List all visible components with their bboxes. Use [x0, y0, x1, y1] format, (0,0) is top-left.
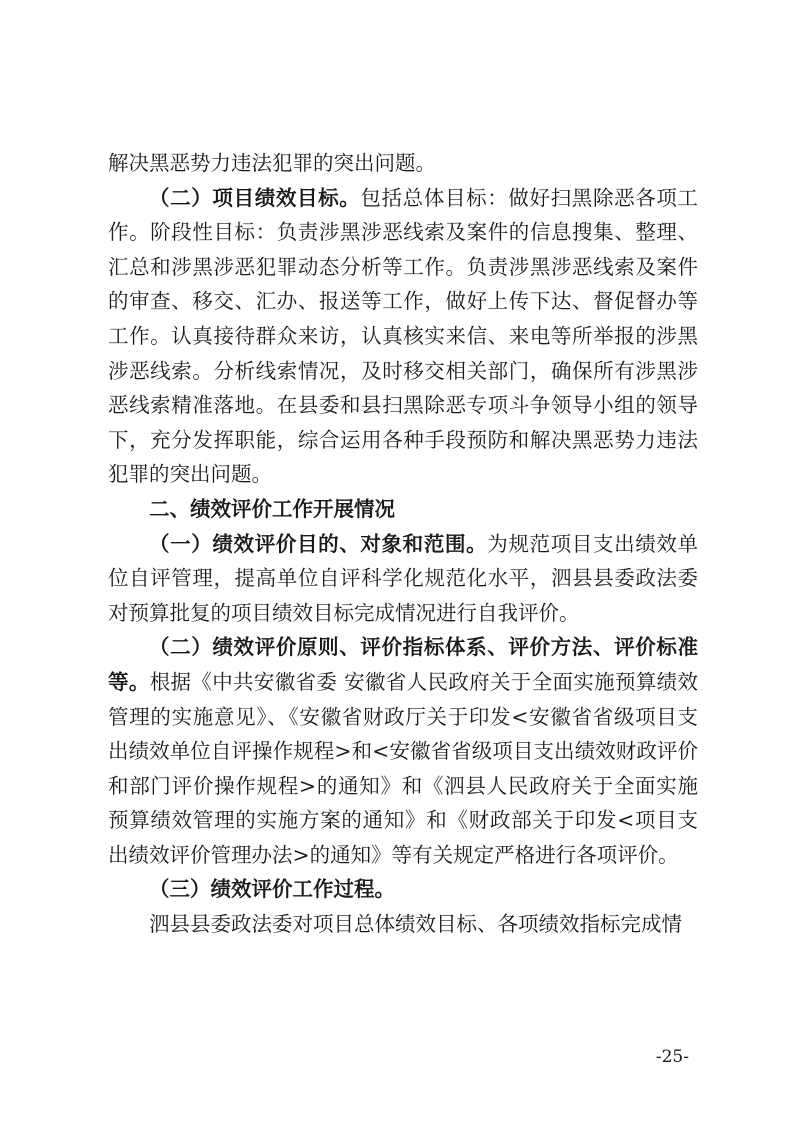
paragraph-evaluation-purpose [108, 527, 698, 631]
paragraph-body: 为规范项目支出绩效单位自评管理，提高单位自评科学化规范化水平，泗县县委政法委对预算批复的项目绩效目标完成情况进行自我评价。 [108, 531, 699, 625]
paragraph-performance-goals [108, 181, 698, 492]
subheading-evaluation-principles: （二）绩效评价原则、评价指标体系、评价方法、评价标准等。 [108, 635, 698, 694]
paragraph-evaluation-process: 泗县县委政法委对项目总体绩效目标、各项绩效指标完成情 [149, 912, 682, 937]
section-heading-evaluation: 二、绩效评价工作开展情况 [149, 496, 395, 521]
subheading-evaluation-purpose: （一）绩效评价目的、对象和范围。 [149, 531, 488, 556]
subheading-performance-goals: （二）项目绩效目标。 [149, 185, 361, 210]
paragraph-evaluation-principles [108, 630, 698, 872]
paragraph-body: 包括总体目标：做好扫黑除恶各项工作。阶段性目标：负责涉黑涉恶线索及案件的信息搜集、整理、汇总和涉黑涉恶犯罪动态分析等工作。负责涉黑涉恶线索及案件的审查、移交、汇办、报送等工作，做好上传下达、督促督办等工作。认真接待群众来访，认真核实来信、来电等所举报的涉黑涉恶线索。分析线索情况，及时移交相关部门，确保所有涉黑涉恶线索精准落地。在县委和县扫黑除恶专项斗争领导小组的领导下，充分发挥职能，综合运用各种手段预防和解决黑恶势力违法犯罪的突出问题。 [108, 185, 699, 487]
page-number: -25- [655, 1047, 689, 1067]
body-text [108, 146, 698, 942]
paragraph-body: 根据《中共安徽省委 安徽省人民政府关于全面实施预算绩效管理的实施意见》、《安徽省财政厅关于印发<安徽省省级项目支出绩效单位自评操作规程>和<安徽省省级项目支出绩效财政评价和部门评价操作规程>的通知》和《泗县人民政府关于全面实施预算绩效管理的实施方案的通知》和《财政部关于印发<项目支出绩效评价管理办法>的通知》等有关规定严格进行各项评价。 [108, 669, 699, 867]
subheading-evaluation-process: （三）绩效评价工作过程。 [149, 877, 395, 902]
paragraph-continuation: 解决黑恶势力违法犯罪的突出问题。 [108, 151, 436, 175]
